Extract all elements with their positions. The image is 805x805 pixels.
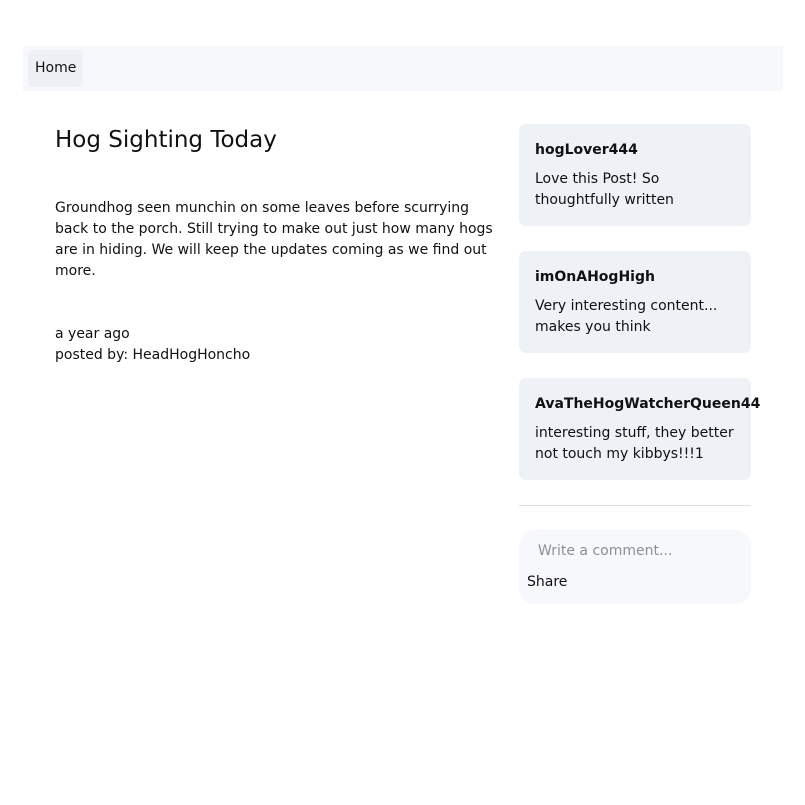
post-time-ago: a year ago bbox=[55, 326, 130, 342]
comment-author: hogLover444 bbox=[535, 142, 638, 158]
comment-form bbox=[519, 530, 751, 604]
comment-text: Very interesting content... makes you think bbox=[535, 298, 718, 335]
comment-card bbox=[519, 124, 751, 226]
share-button[interactable]: Share bbox=[527, 574, 568, 590]
comment-text: interesting stuff, they better not touch my kibbys!!!1 bbox=[535, 425, 734, 462]
post-author: posted by: HeadHogHoncho bbox=[55, 347, 251, 363]
post-body: Groundhog seen munchin on some leaves before scurrying back to the porch. Still trying to make out just how many hogs are in hiding. We will keep the updates coming as we find out more. bbox=[55, 200, 493, 279]
top-navbar bbox=[23, 46, 783, 91]
post-meta bbox=[55, 324, 500, 366]
post-article bbox=[55, 124, 500, 366]
post-title: Hog Sighting Today bbox=[55, 127, 277, 153]
comment-card bbox=[519, 251, 751, 353]
nav-home-link[interactable]: Home bbox=[28, 50, 83, 87]
comment-card bbox=[519, 378, 761, 480]
comment-author: imOnAHogHigh bbox=[535, 269, 655, 285]
comment-author: AvaTheHogWatcherQueen44 bbox=[535, 396, 761, 412]
comments-divider bbox=[519, 505, 751, 506]
comment-input[interactable] bbox=[527, 540, 748, 562]
comment-text: Love this Post! So thoughtfully written bbox=[535, 171, 674, 208]
comments-section bbox=[519, 124, 761, 604]
